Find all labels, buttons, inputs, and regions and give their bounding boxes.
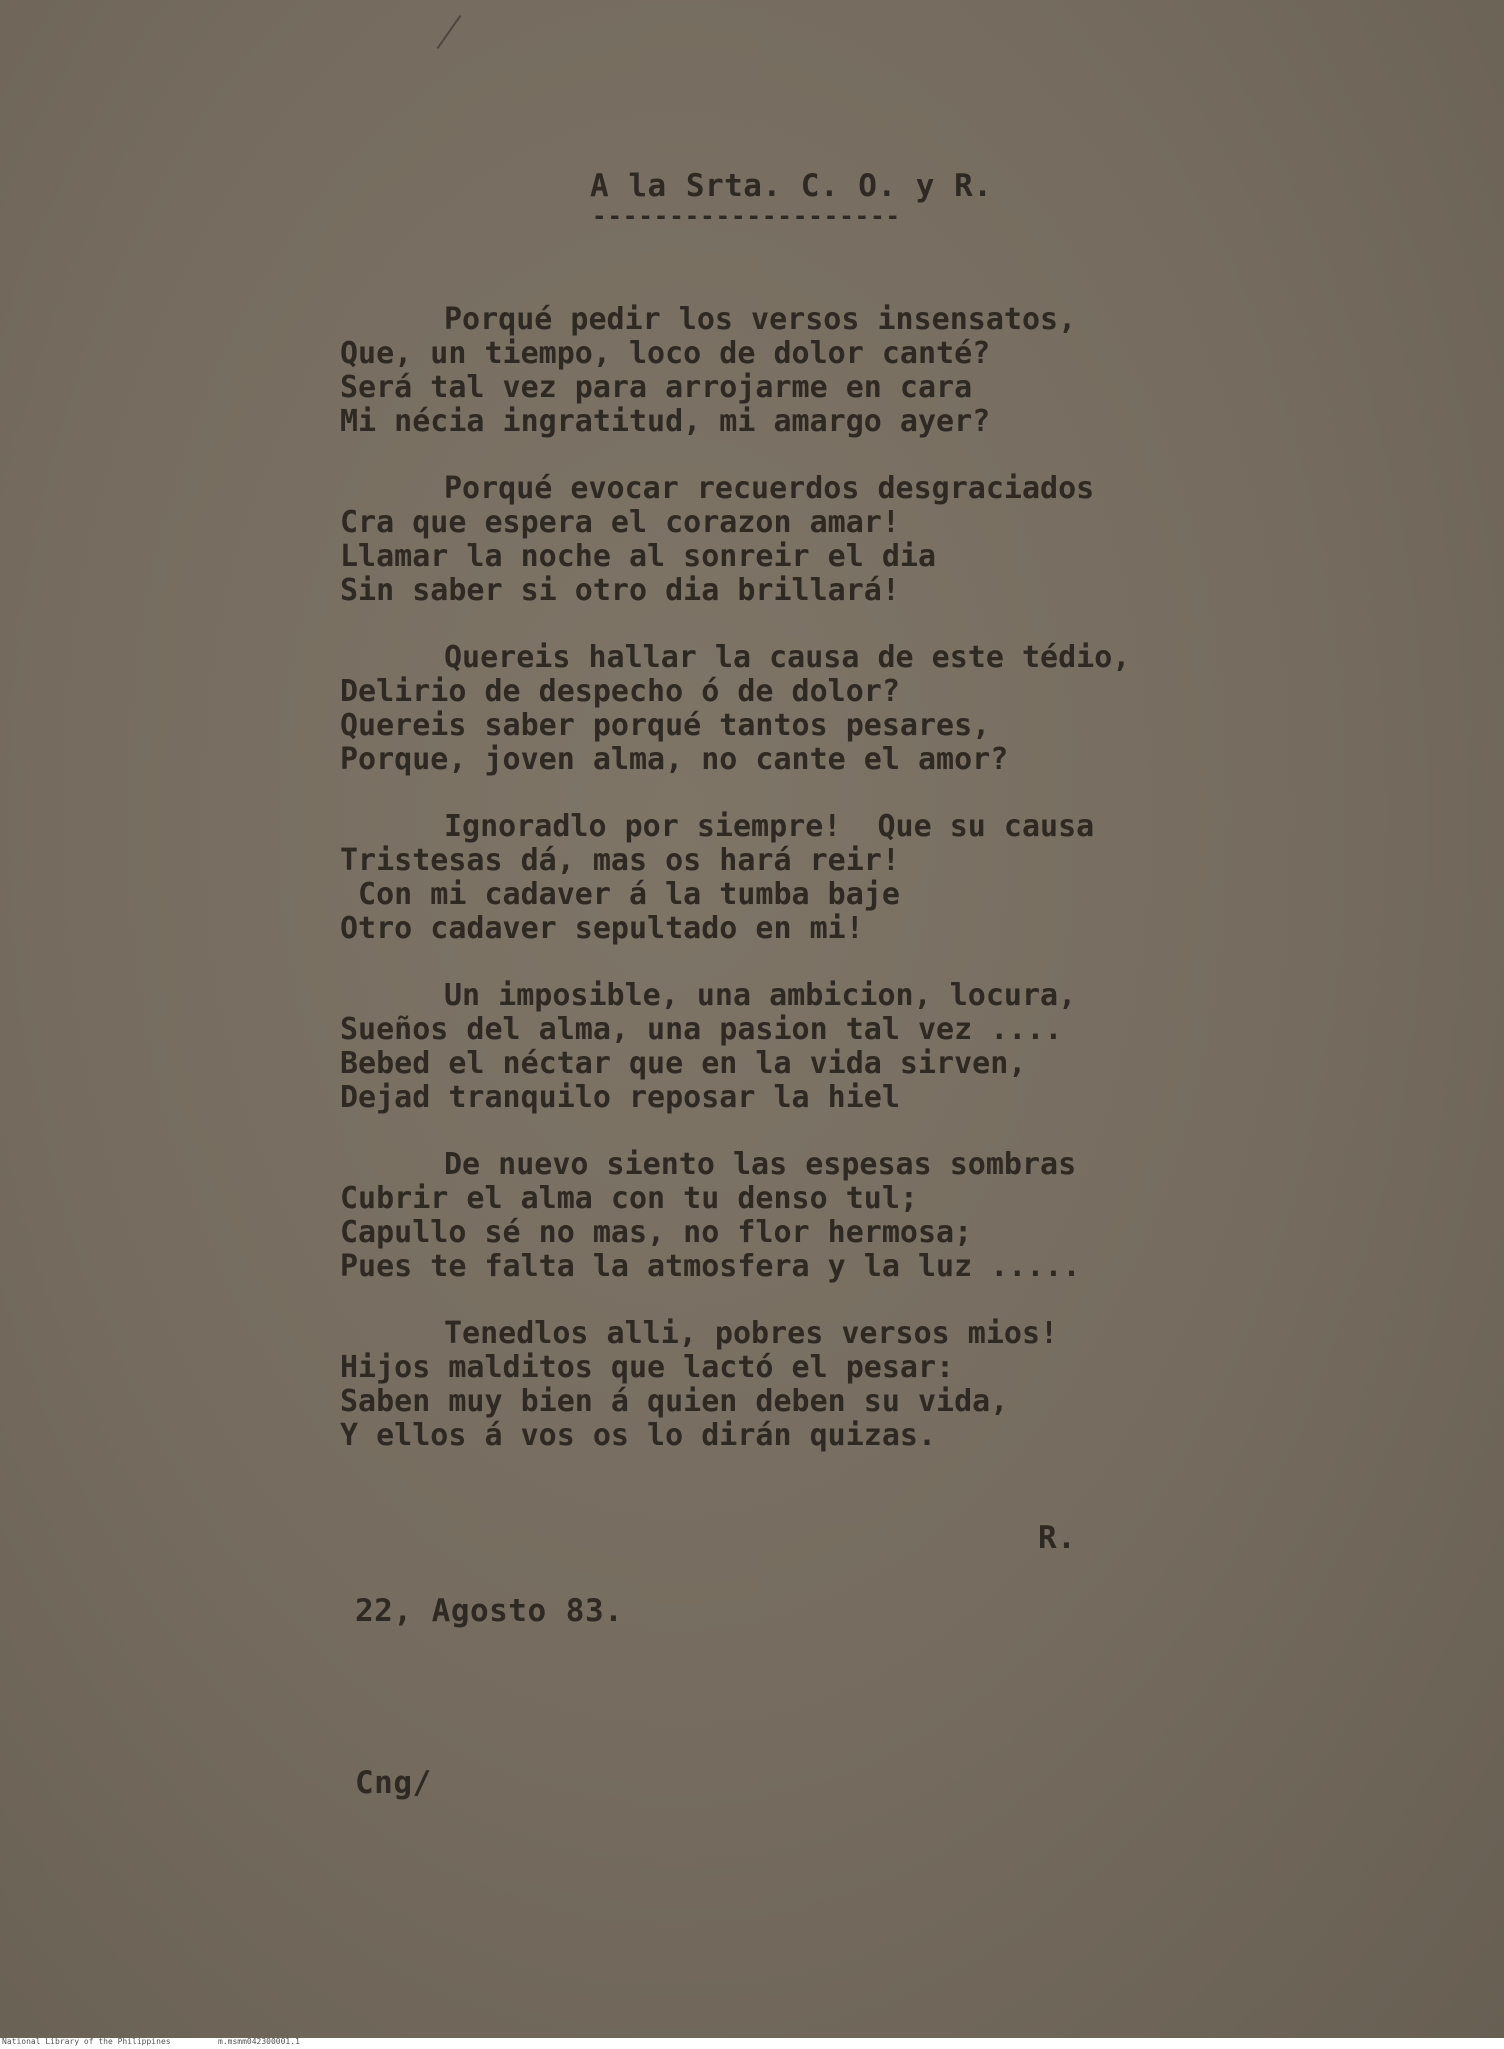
verse-line: Quereis saber porqué tantos pesares,	[340, 708, 991, 743]
verse-line: Y ellos á vos os lo dirán quizas.	[340, 1418, 937, 1453]
verse-line: Tenedlos alli, pobres versos mios!	[444, 1316, 1059, 1351]
stanza-7	[340, 1317, 1058, 1453]
document-date: 22, Agosto 83.	[355, 1593, 624, 1629]
stanza-1	[340, 303, 1076, 439]
verse-line: Dejad tranquilo reposar la hiel	[340, 1080, 900, 1115]
verse-line: Capullo sé no mas, no flor hermosa;	[340, 1215, 973, 1250]
verse-line: Quereis hallar la causa de este tédio,	[444, 640, 1131, 675]
footer-identifier: m.msmm042300001.1	[218, 2037, 300, 2046]
verse-line: Saben muy bien á quien deben su vida,	[340, 1384, 1009, 1419]
verse-line: Porqué evocar recuerdos desgraciados	[444, 471, 1095, 506]
stanza-5	[340, 979, 1076, 1115]
verse-line: Cubrir el alma con tu denso tul;	[340, 1181, 918, 1216]
verse-line: Con mi cadaver á la tumba baje	[340, 877, 900, 912]
verse-line: Cra que espera el corazon amar!	[340, 505, 900, 540]
verse-line: Delirio de despecho ó de dolor?	[340, 674, 900, 709]
verse-line: Sin saber si otro dia brillará!	[340, 573, 900, 608]
typist-reference: Cng/	[355, 1765, 432, 1801]
verse-line: Otro cadaver sepultado en mi!	[340, 911, 864, 946]
verse-line: Un imposible, una ambicion, locura,	[444, 978, 1077, 1013]
signature-initial: R.	[1038, 1520, 1077, 1556]
verse-line: Tristesas dá, mas os hará reir!	[340, 843, 900, 878]
stanza-2	[340, 472, 1094, 608]
verse-line: Pues te falta la atmosfera y la luz .....	[340, 1249, 1081, 1284]
verse-line: Sueños del alma, una pasion tal vez ....	[340, 1012, 1063, 1047]
verse-line: Porque, joven alma, no cante el amor?	[340, 742, 1009, 777]
verse-line: De nuevo siento las espesas sombras	[444, 1147, 1077, 1182]
paper-crease	[437, 15, 462, 49]
verse-line: Bebed el néctar que en la vida sirven,	[340, 1046, 1027, 1081]
poem-title: A la Srta. C. O. y R.	[590, 168, 993, 204]
verse-line: Hijos malditos que lactó el pesar:	[340, 1350, 955, 1385]
footer-credit: National Library of the Philippines	[2, 2037, 171, 2046]
stanza-4	[340, 810, 1094, 946]
stanza-6	[340, 1148, 1081, 1284]
verse-line: Que, un tiempo, loco de dolor canté?	[340, 336, 991, 371]
verse-line: Será tal vez para arrojarme en cara	[340, 370, 973, 405]
title-underline: --------------------	[592, 202, 901, 230]
verse-line: Llamar la noche al sonreir el dia	[340, 539, 937, 574]
stanza-3	[340, 641, 1130, 777]
verse-line: Porqué pedir los versos insensatos,	[444, 302, 1077, 337]
verse-line: Mi nécia ingratitud, mi amargo ayer?	[340, 404, 991, 439]
verse-line: Ignoradlo por siempre! Que su causa	[444, 809, 1095, 844]
